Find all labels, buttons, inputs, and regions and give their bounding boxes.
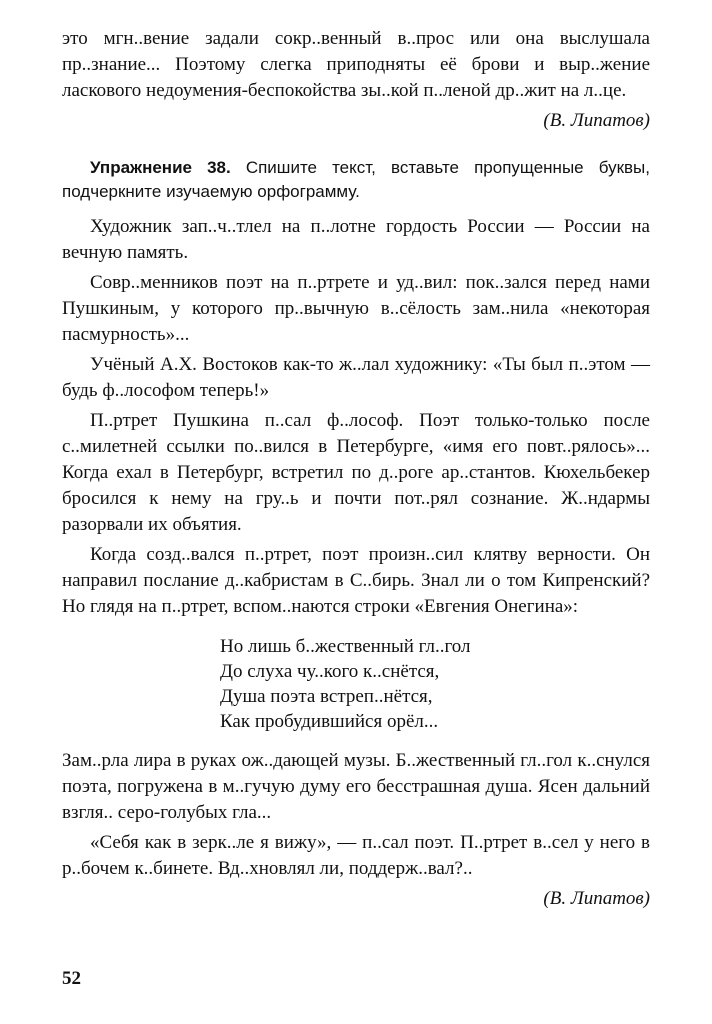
text-source: (В. Липатов) xyxy=(543,888,650,909)
intro-paragraph: это мгн..вение задали сокр..венный в..прос или она выслушала пр..знание... Поэтому слегка приподняты её брови и выр..жение ласкового недоумения-беспокойства зы..кой п..леной др..жит на л..це. xyxy=(62,28,650,101)
text-paragraph-4: П..ртрет Пушкина п..сал ф..лософ. Поэт только-только после с..милетней ссылки по..вился в Петербурге, «имя его повт..рялось»... Когда ехал в Петербург, встретил по д..роге ар..стантов. Кюхельбекер бросился к нему на гру..ь и почти пот..рял сознание. Ж..ндармы разорвали их объятия. xyxy=(62,410,650,535)
page-number: 52 xyxy=(62,968,81,989)
intro-source: (В. Липатов) xyxy=(543,110,650,131)
poem-quote xyxy=(220,634,650,734)
text-paragraph-6: Зам..рла лира в руках ож..дающей музы. Б..жественный гл..гол к..снулся поэта, погружена в м..гучую думу его бесстрашная душа. Ясен дальний взгля.. серо-голубых гла... xyxy=(62,750,650,823)
poem-line: Душа поэта встреп..нётся, xyxy=(220,686,433,707)
exercise-heading xyxy=(62,156,650,204)
text-paragraph-3: Учёный А.Х. Востоков как-то ж..лал художнику: «Ты был п..этом — будь ф..лософом теперь!» xyxy=(62,354,650,401)
poem-line: Как пробудившийся орёл... xyxy=(220,711,439,732)
exercise-title: Упражнение 38. xyxy=(90,158,231,177)
poem-line: Но лишь б..жественный гл..гол xyxy=(220,636,471,657)
poem-line: До слуха чу..кого к..снётся, xyxy=(220,661,440,682)
text-paragraph-7: «Себя как в зерк..ле я вижу», — п..сал поэт. П..ртрет в..сел у него в р..бочем к..бинете. Вд..хновлял ли, поддерж..вал?.. xyxy=(62,832,650,879)
text-paragraph-5: Когда созд..вался п..ртрет, поэт произн..сил клятву верности. Он направил послание д..кабристам в С..бирь. Знал ли о том Кипренский? Но глядя на п..ртрет, вспом..наются строки «Евгения Онегина»: xyxy=(62,544,650,617)
text-paragraph-1: Художник зап..ч..тлел на п..лотне гордость России — России на вечную память. xyxy=(62,216,650,263)
exercise-task: Спишите текст, вставьте пропущенные буквы, подчеркните изучаемую орфограмму. xyxy=(62,158,650,201)
text-paragraph-2: Совр..менников поэт на п..ртрете и уд..вил: пок..зался перед нами Пушкиным, у которого пр..вычную в..сёлость зам..нила «некоторая пасмурность»... xyxy=(62,272,650,345)
